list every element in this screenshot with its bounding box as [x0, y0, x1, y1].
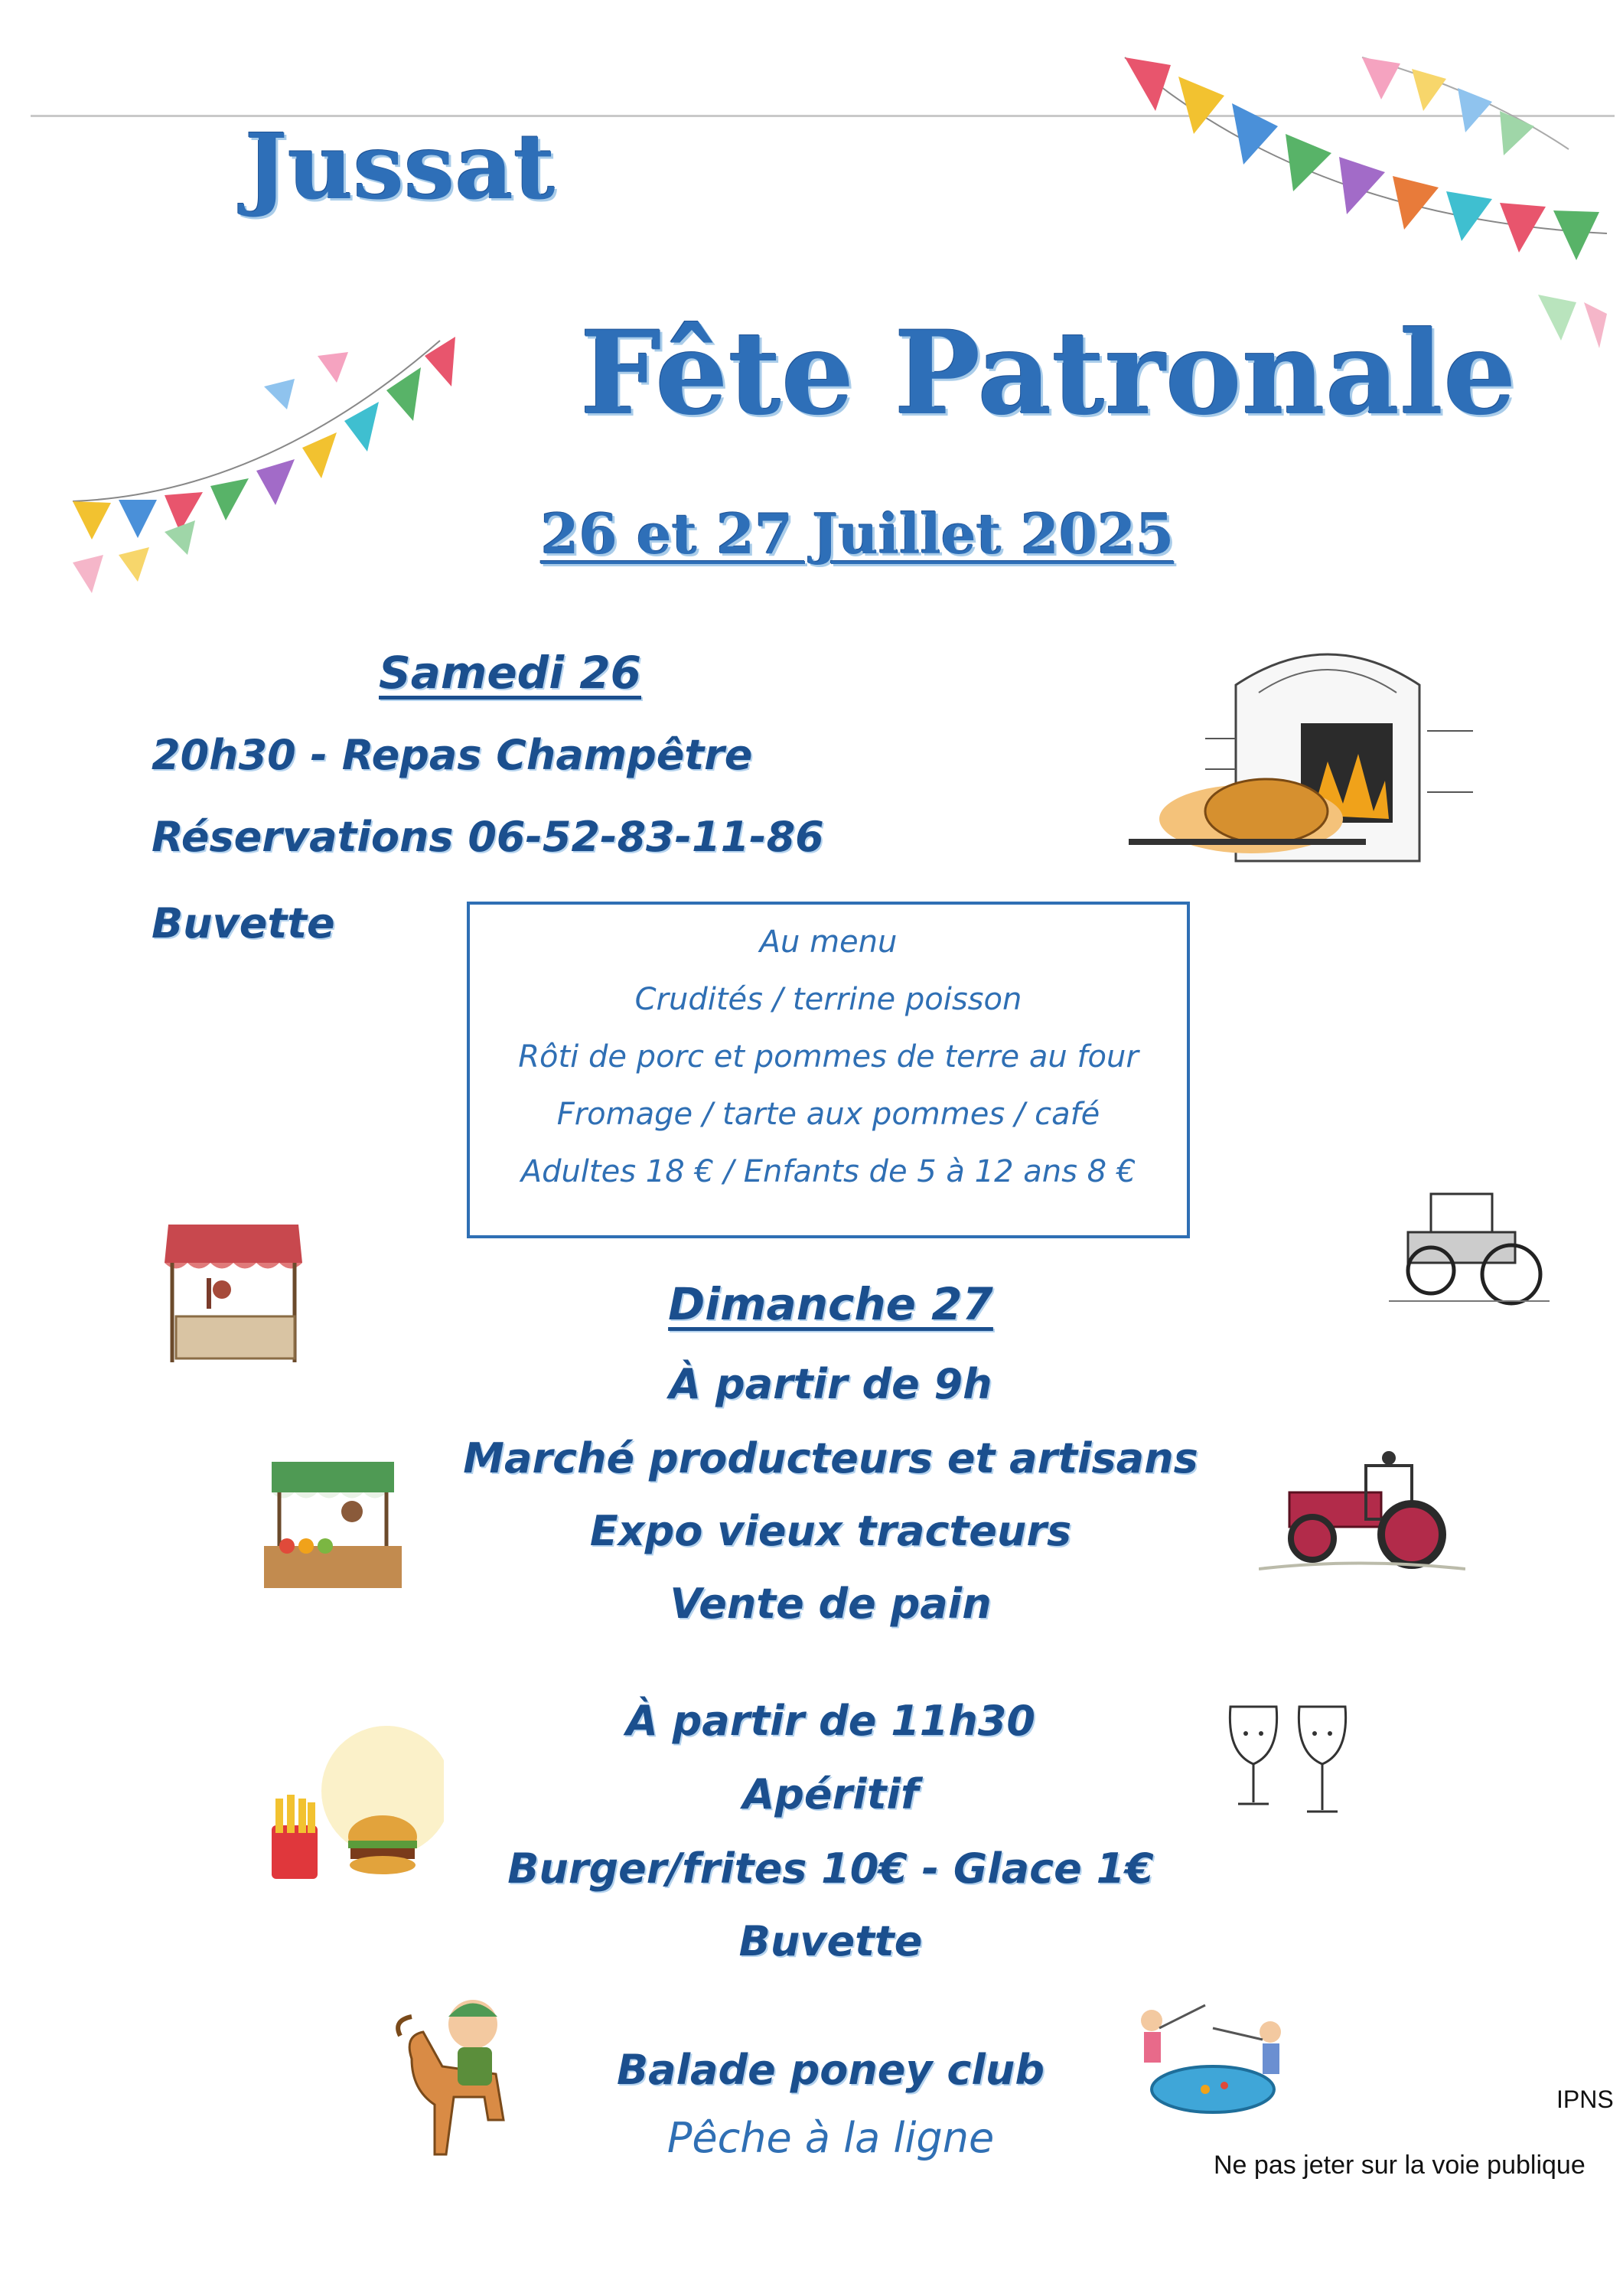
- saturday-meal: 20h30 - Repas Champêtre: [152, 731, 753, 779]
- saturday-reservations: Réservations 06-52-83-11-86: [152, 813, 824, 861]
- event-dates: 26 et 27 Juillet 2025: [540, 501, 1175, 566]
- menu-item: Fromage / tarte aux pommes / café: [556, 1097, 1100, 1132]
- fishing-pool-icon: [1121, 1998, 1297, 2124]
- bread-oven-icon: [1113, 639, 1496, 892]
- bunting-icon: [65, 325, 463, 616]
- menu-prices: Adultes 18 € / Enfants de 5 à 12 ans 8 €: [520, 1154, 1136, 1189]
- noon-aperitif: Apéritif: [742, 1770, 919, 1818]
- ipns-label: IPNS: [1556, 2086, 1614, 2113]
- sunday-tractor-expo: Expo vieux tracteurs: [589, 1507, 1072, 1555]
- fishing: Pêche à la ligne: [666, 2114, 995, 2162]
- footer-notice: Ne pas jeter sur la voie publique: [1214, 2151, 1586, 2180]
- noon-bar: Buvette: [738, 1917, 923, 1965]
- saturday-bar: Buvette: [152, 899, 335, 947]
- town-title: Jussat: [245, 113, 556, 220]
- saturday-heading: Samedi 26: [379, 647, 641, 699]
- sunday-heading: Dimanche 27: [668, 1278, 993, 1330]
- event-title: Fête Patronale: [580, 306, 1517, 441]
- menu-title: Au menu: [759, 925, 898, 960]
- noon-start-time: À partir de 11h30: [626, 1697, 1035, 1745]
- noon-food-prices: Burger/frites 10€ - Glace 1€: [507, 1844, 1154, 1893]
- sunday-start-time: À partir de 9h: [669, 1360, 992, 1408]
- menu-item: Crudités / terrine poisson: [634, 982, 1022, 1017]
- pony-ride: Balade poney club: [616, 2046, 1045, 2094]
- wine-glasses-icon: [1223, 1695, 1361, 1821]
- red-tractor-icon: [1259, 1450, 1465, 1577]
- pony-rider-icon: [381, 1990, 523, 2162]
- fruit-stand-icon: [264, 1458, 402, 1592]
- menu-item: Rôti de porc et pommes de terre au four: [518, 1039, 1139, 1075]
- burger-fries-icon: [260, 1726, 444, 1894]
- sunday-bread-sale: Vente de pain: [670, 1580, 992, 1628]
- sunday-market: Marché producteurs et artisans: [463, 1434, 1198, 1482]
